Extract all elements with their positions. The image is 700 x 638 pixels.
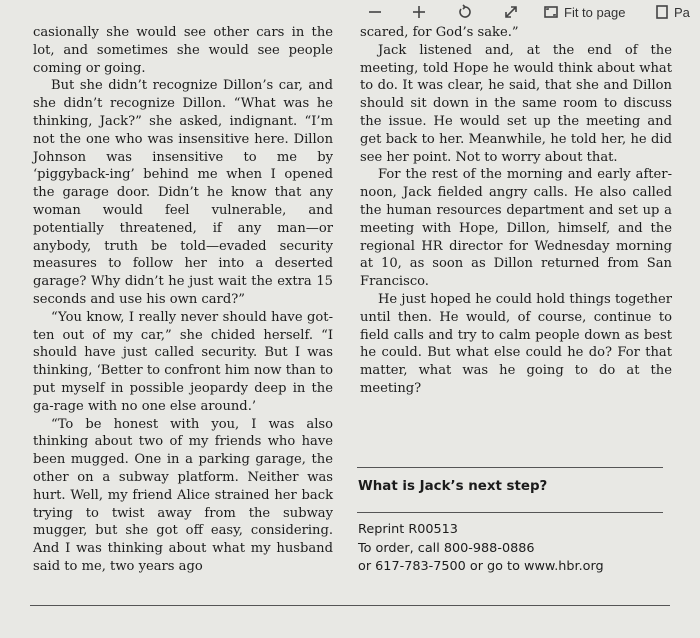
page-icon bbox=[656, 5, 668, 19]
expand-button[interactable] bbox=[500, 1, 522, 23]
question-heading: What is Jack’s next step? bbox=[358, 479, 548, 494]
left-text-column bbox=[33, 24, 333, 576]
zoom-out-button[interactable] bbox=[364, 1, 386, 23]
paragraph: casionally she would see other cars in the lot, and sometimes she would see people coming or going. bbox=[33, 25, 333, 76]
divider bbox=[357, 512, 663, 513]
reprint-code: Reprint R00513 bbox=[358, 522, 458, 537]
viewer-toolbar bbox=[360, 0, 700, 24]
paragraph: “To be honest with you, I was also thinking about two of my friends who have been mugged. One in a parking garage, the other on a subway platform. Neither was hurt. Well, my friend Alice strained her back trying to twist away from the subway mugger, but she got off easy, considering. And I was thinking about what my husband said to me, two years ago bbox=[33, 416, 333, 574]
zoom-in-button[interactable] bbox=[408, 1, 430, 23]
paragraph: He just hoped he could hold things together until then. He would, of course, continue to field calls and try to calm people down as best he could. But what else could he do? For that matter, what was he going to do at the meeting? bbox=[360, 291, 672, 396]
right-text-column bbox=[360, 24, 672, 398]
rotate-button[interactable] bbox=[454, 1, 476, 23]
page-view-label: Pa bbox=[674, 4, 690, 20]
page-view-button[interactable] bbox=[656, 1, 700, 23]
reprint-info bbox=[358, 521, 678, 577]
divider bbox=[357, 467, 663, 468]
paragraph: Jack listened and, at the end of the meeting, told Hope he would think about what to do. It was clear, he said, that she and Dillon should sit down in the same room to discuss the issue. He would set up the meeting and get back to her. Meanwhile, he told her, he did see her point. Not to worry about that. bbox=[360, 42, 672, 165]
order-phone: To order, call 800-988-0886 bbox=[358, 540, 535, 556]
order-alt-contact: or 617-783-7500 or go to www.hbr.org bbox=[358, 559, 604, 574]
plus-icon bbox=[412, 5, 426, 19]
divider bbox=[30, 605, 670, 606]
minus-icon bbox=[368, 5, 382, 19]
paragraph: scared, for God’s sake.” bbox=[360, 25, 519, 40]
paragraph: “You know, I really never should have got-ten out of my car,” she chided herself. “I should have just called security. But I was thinking, ‘Better to confront him now than to put myself in possible jeopardy deep in the ga-rage with no one else around.’ bbox=[33, 309, 333, 414]
fit-to-page-button[interactable] bbox=[544, 1, 644, 23]
paragraph: For the rest of the morning and early after-noon, Jack fielded angry calls. He also called the human resources department and set up a meeting with Hope, Dillon, himself, and the regional HR director for Wednesday morning at 10, as soon as Dillon returned from San Francisco. bbox=[360, 167, 672, 290]
expand-icon bbox=[504, 5, 518, 19]
fit-to-page-label: Fit to page bbox=[564, 4, 626, 20]
rotate-icon bbox=[457, 4, 473, 20]
fit-page-icon bbox=[544, 6, 558, 18]
paragraph: But she didn’t recognize Dillon’s car, and she didn’t recognize Dillon. “What was he thinking, Jack?” she asked, indignant. “I’m not the one who was insensitive here. Dillon Johnson was insensitive to me by ‘piggyback-ing’ behind me when I opened the garage door. Didn’t he know that any woman would feel vulnerable, and potentially threatened, if any man—or anybody, truth be told—evaded security measures to follow her into a deserted garage? Why didn’t he just wait the extra 15 seconds and use his own card?” bbox=[33, 78, 333, 307]
